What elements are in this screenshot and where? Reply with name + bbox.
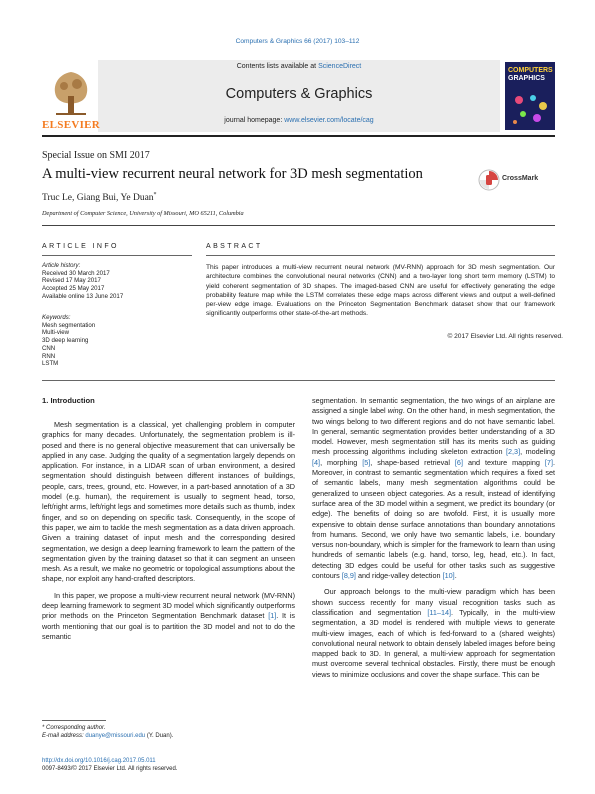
keywords-list <box>42 314 95 368</box>
section-heading-introduction: 1. Introduction <box>42 396 95 405</box>
crossmark-icon <box>478 168 500 192</box>
intro-paragraph: Mesh segmentation is a classical, yet challenging problem in computer graphics for many decades. Unfortunately, the segmentation problem is ill-posed and there is no general objective measurement that can universally be applied in any case. Judging the quality of a segmentation largely depends on application. For instance, in a LIDAR scan of urban environment, a desired segmentation should distinguish between different instances of buildings, people, cars, trees, ground, etc. However, in a part-based annotation of a 3D model (e.g. human), the requirement is usually to segment head, torso, left/right arms, left/right legs and sometimes more details such as thumb, index finger, and so on depending on specific task. Consequently, in the scope of this paper, we aim to tackle the mesh segmentation as a data driven approach. Given a training dataset of input mesh and the corresponding desired segmentation, we design a deep learning framework to learn the pattern of the segmentation given by the training dataset so that it can segment an unseen mesh. As a result, we make no geometric or topological assumptions about the shape, nor exploit any hand-crafted descriptors. <box>42 420 295 584</box>
homepage-link[interactable]: www.elsevier.com/locate/cag <box>284 117 374 124</box>
doi-link[interactable]: http://dx.doi.org/10.1016/j.cag.2017.05.011 <box>42 758 156 764</box>
front-matter-rule <box>42 380 555 381</box>
history-label: Article history: <box>42 262 81 269</box>
crossmark-label: CrossMark <box>502 175 539 182</box>
footnote-rule <box>42 720 106 721</box>
homepage-prefix: journal homepage: <box>224 117 285 124</box>
doi-block <box>42 757 178 773</box>
paragraph-text: , modeling <box>520 447 555 457</box>
history-item: Available online 13 June 2017 <box>42 292 124 300</box>
abstract-rule <box>206 255 555 256</box>
paragraph-text: . <box>454 571 457 581</box>
history-item: Accepted 25 May 2017 <box>42 285 105 293</box>
corresponding-author-mark[interactable]: * <box>153 192 157 198</box>
email-label: E-mail address: <box>42 733 86 739</box>
citation-link[interactable]: [2,3] <box>506 447 521 457</box>
author-list <box>42 192 157 203</box>
email-note <box>42 732 173 740</box>
citation-link[interactable]: [4] <box>312 457 321 467</box>
keyword-item: CNN <box>42 344 56 352</box>
email-suffix: (Y. Duan). <box>145 733 174 739</box>
corresponding-author-note: * Corresponding author. <box>42 725 106 731</box>
paragraph-text: . It is worth mentioning that our goal is to partition the 3D model and not to do the semantic <box>42 611 296 641</box>
special-issue-label: Special Issue on SMI 2017 <box>42 150 150 161</box>
issn-copyright: 0097-8493/© 2017 Elsevier Ltd. All rights reserved. <box>42 766 178 772</box>
header-rule <box>42 135 555 137</box>
citation-link[interactable]: [7] <box>544 457 553 467</box>
cover-artwork <box>509 90 551 126</box>
keyword-item: 3D deep learning <box>42 337 89 345</box>
intro-paragraph <box>312 587 555 680</box>
emphasis-text: wing <box>387 406 403 416</box>
contents-line <box>98 63 500 70</box>
author-names[interactable]: Truc Le, Giang Bui, Ye Duan <box>42 193 154 204</box>
citation-link[interactable]: [8,9] <box>341 571 356 581</box>
paragraph-text: . Typically, in the multi-view segmentation, a 3D model is rendered with multiple views to generate multi-view images, each of which is fed-forward to a (shared weights) convolutional neural network to obtain densely labeled images before being mapped back to 3D. In general, a multi-view approach for segmentation must overcome several technical obstacles. Firstly, there must be enough views to minimize occlusions and cover the shape surface. This can be <box>312 607 555 679</box>
citation-link[interactable]: [10] <box>442 571 455 581</box>
paragraph-text: and texture mapping <box>462 457 545 467</box>
paragraph-text: Our approach belongs to the multi-view paradigm which has been shown success recently for many visual recognition tasks such as classification and segmentation <box>312 587 555 617</box>
author-affiliation: Department of Computer Science, University of Missouri, MO 65211, Columbia <box>42 210 244 217</box>
paragraph-text: In this paper, we propose a multi-view recurrent neural network (MV-RNN) deep learning framework to segment 3D model which significantly outperforms prior methods on the Princeton Segmentation Benchmark dataset <box>42 590 295 621</box>
article-info-heading: ARTICLE INFO <box>42 243 119 250</box>
left-column <box>42 420 295 642</box>
journal-title: Computers & Graphics <box>225 86 373 102</box>
right-column <box>312 396 555 680</box>
cover-title-line1: COMPUTERS <box>508 67 553 74</box>
journal-cover-image[interactable] <box>505 62 555 130</box>
history-item: Revised 17 May 2017 <box>42 277 101 285</box>
abstract-copyright: © 2017 Elsevier Ltd. All rights reserved. <box>447 333 563 340</box>
intro-paragraph <box>312 396 555 581</box>
journal-homepage <box>98 117 500 124</box>
keyword-item: Mesh segmentation <box>42 321 96 329</box>
intro-paragraph <box>42 591 295 642</box>
paragraph-text: . Moreover, in contrast to semantic segmentation which requires a fixed set of semantic labels, many mesh segmentation algorithms could be generalized to unseen object categories. As a result, instead of identifying surface area of the 3D model within a segment, we predict its boundary (or edge). The benefits of doing so are twofold. First, it is usually more expensive to obtain dense surface annotations than boundary annotations from humans. Second, we only have two semantic labels, i.e. boundary versus non-boundary, which is simpler for the framework to learn than using hundreds of semantic labels (e.g. hand, torso, leg, head, etc.). In fact, detecting 3D edges could be useful for other tasks such as suggestive contours <box>312 457 555 581</box>
article-info-rule <box>42 255 192 256</box>
abstract-text: This paper introduces a multi-view recurrent neural network (MV-RNN) approach for 3D mesh segmentation. Our architecture combines the convolutional neural networks (CNN) and a two-layer long short term memory (LSTM) to yield coherent segmentation of 3D shapes. The imaged-based CNN are useful for effectively generating the edge probability feature map while the LSTM correlates these edge maps across different views and output a well-defined per-view edge image. Evaluations on the Princeton Segmentation Benchmark dataset show that our framework significantly outperforms other state-of-the-art methods. <box>206 264 555 318</box>
elsevier-wordmark: ELSEVIER <box>42 119 101 131</box>
history-item: Received 30 March 2017 <box>42 269 110 277</box>
keyword-item: Multi-view <box>42 329 70 337</box>
paragraph-text: , morphing <box>320 457 363 467</box>
keyword-item: LSTM <box>42 360 59 368</box>
paragraph-text: segmentation. In semantic segmentation, the two wings of an airplane are assigned a single label <box>312 396 555 416</box>
paragraph-text: and ridge-valley detection <box>355 571 443 581</box>
citation-link[interactable]: [1] <box>268 611 277 621</box>
journal-reference[interactable]: Computers & Graphics 66 (2017) 103–112 <box>235 38 360 45</box>
paper-title: A multi-view recurrent neural network for 3D mesh segmentation <box>42 166 423 182</box>
citation-link[interactable]: [5] <box>362 457 371 467</box>
paragraph-text: . On the other hand, in mesh segmentation, the two wings belong to two different regions and do not have semantic label. In general, semantic segmentation provides better understanding of a 3D model. However, mesh segmentation still has its merits such as guiding mesh processing algorithms including skeleton extraction <box>312 406 555 457</box>
footnotes <box>42 724 173 740</box>
email-link[interactable]: duanye@missouri.edu <box>85 733 146 739</box>
title-rule <box>42 225 555 226</box>
citation-link[interactable]: [11–14] <box>427 607 452 617</box>
keyword-item: RNN <box>42 352 56 360</box>
keywords-label: Keywords: <box>42 314 71 321</box>
citation-link[interactable]: [6] <box>454 457 463 467</box>
paragraph-text: , shape-based retrieval <box>370 457 455 467</box>
abstract-heading: ABSTRACT <box>206 243 263 250</box>
cover-title-line2: GRAPHICS <box>508 75 545 82</box>
sciencedirect-link[interactable]: ScienceDirect <box>318 63 362 70</box>
crossmark-badge[interactable] <box>478 168 558 192</box>
contents-prefix: Contents lists available at <box>236 63 319 70</box>
article-history <box>42 262 123 301</box>
